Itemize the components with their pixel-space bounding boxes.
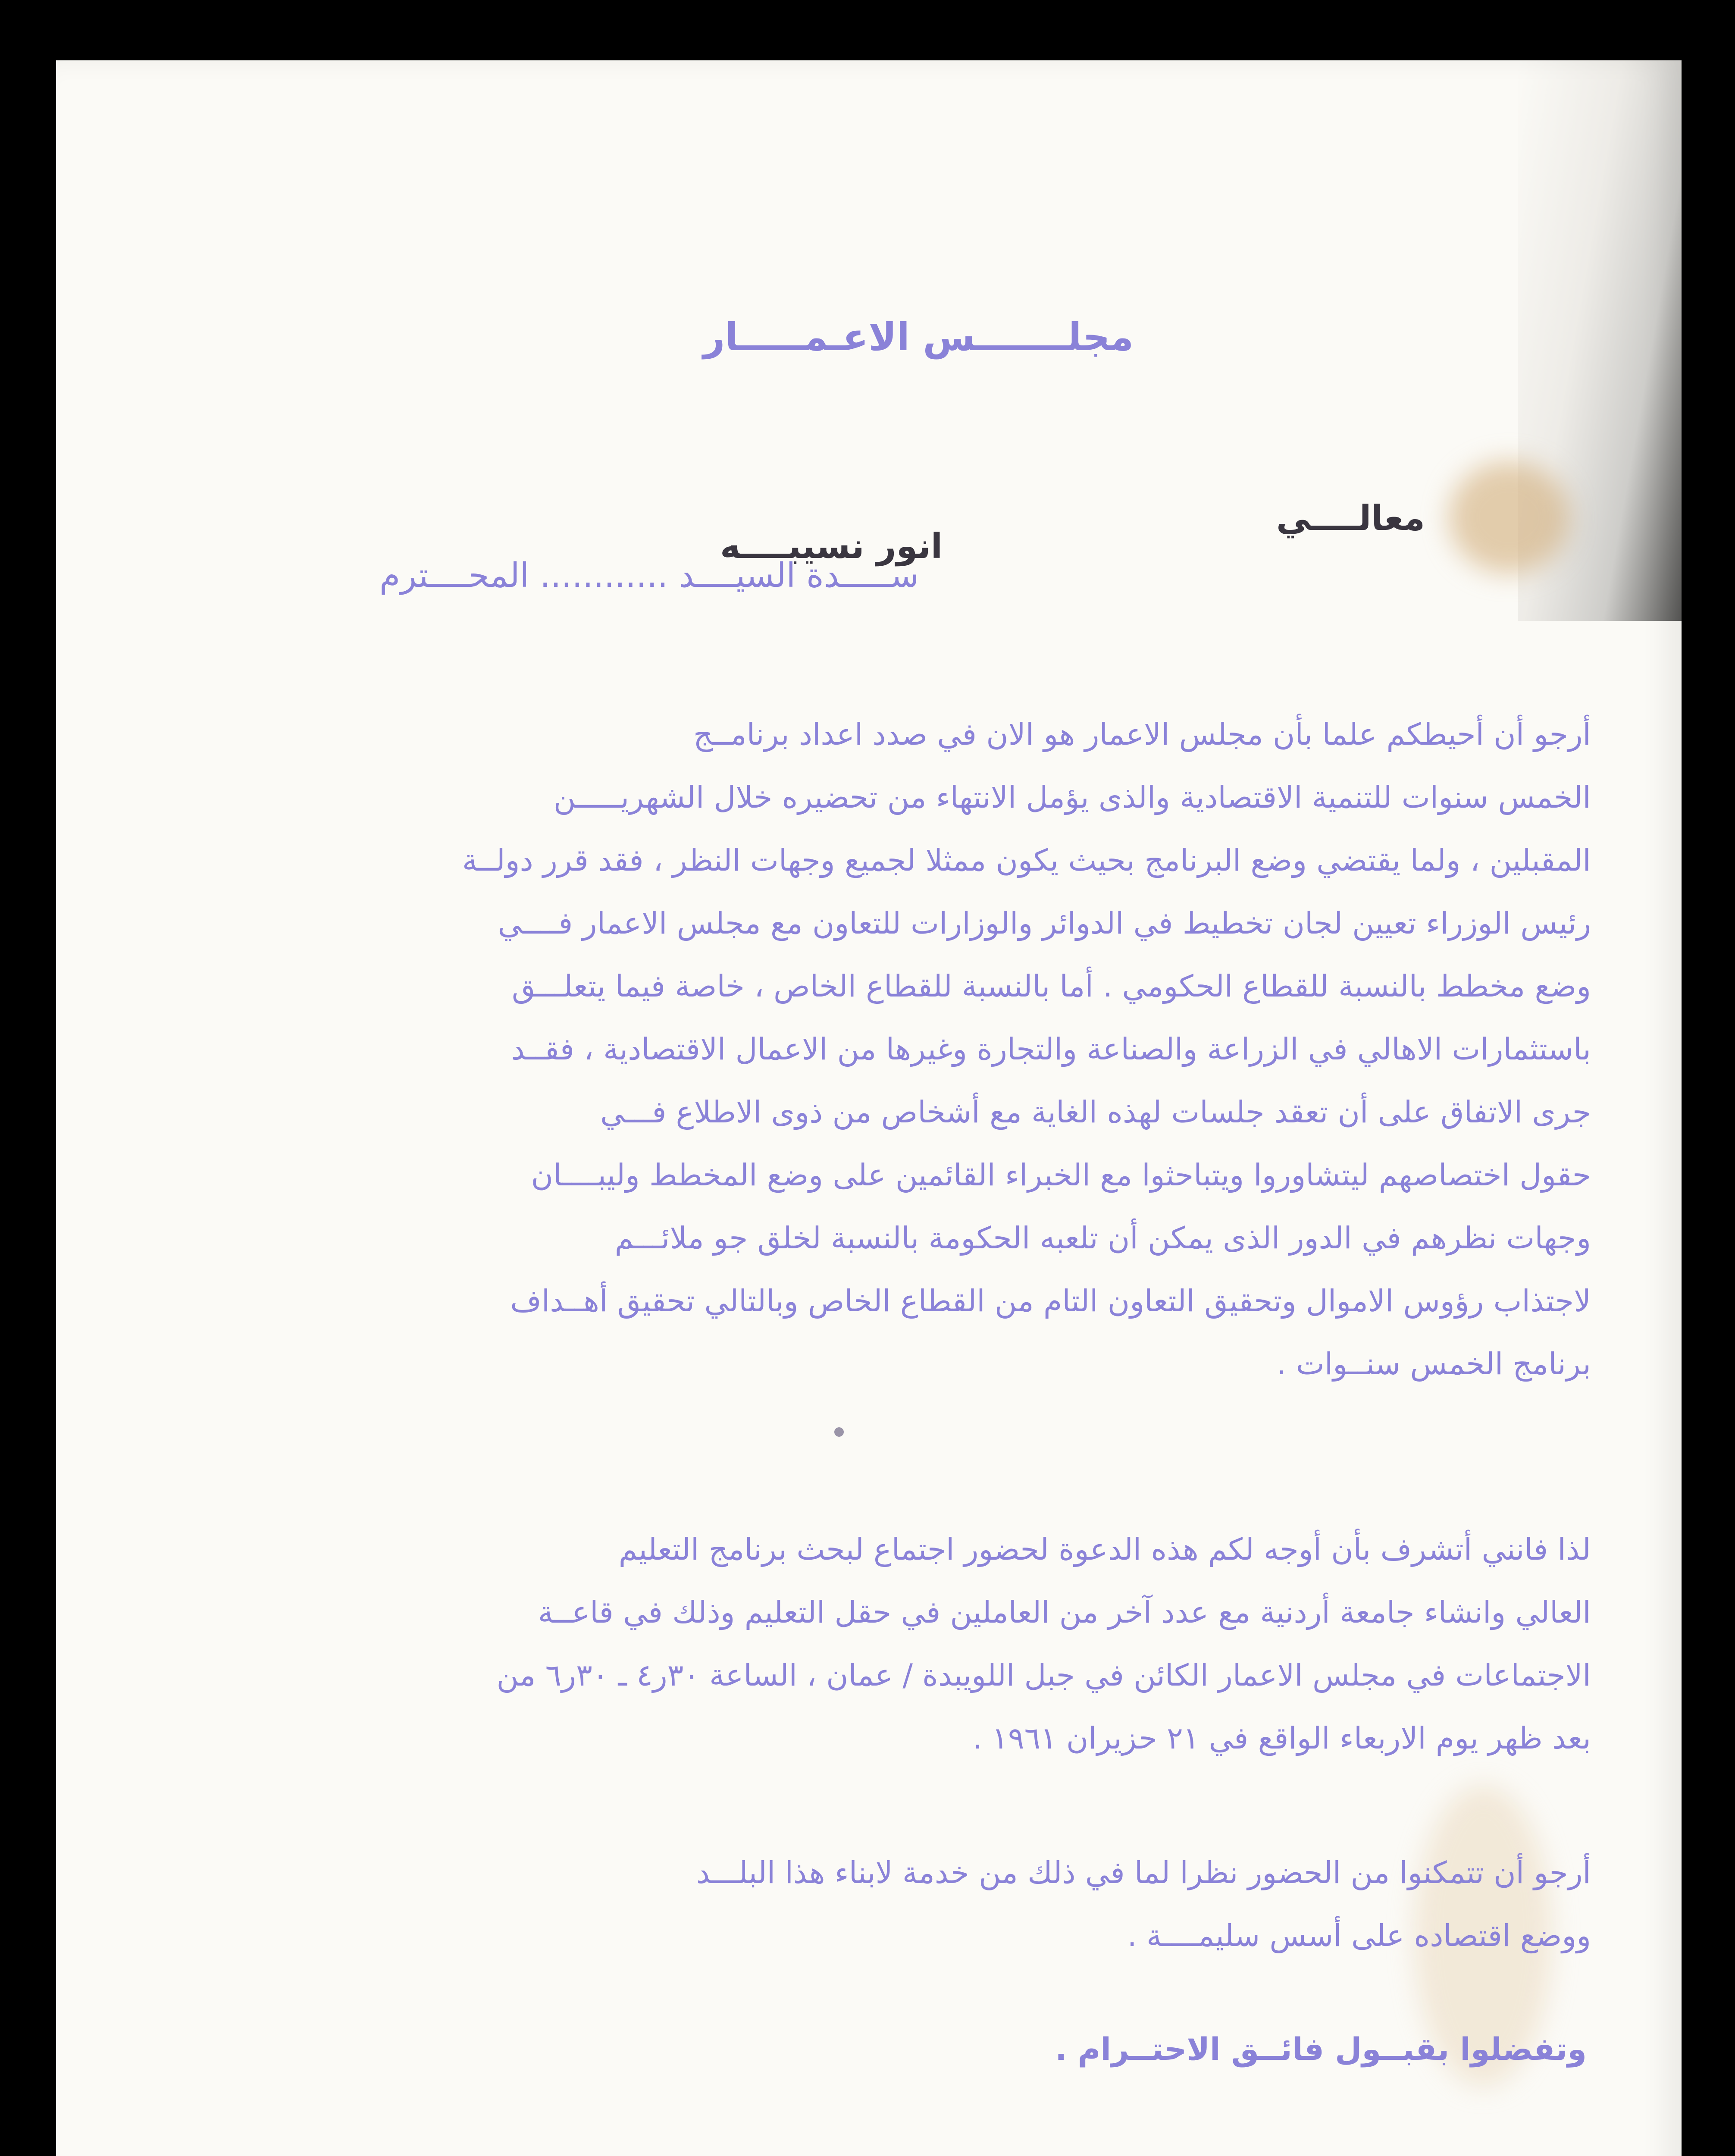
text-line: باستثمارات الاهالي في الزراعة والصناعة والتجارة وغيرها من الاعمال الاقتصادية ، فقــد <box>511 1031 1591 1067</box>
text-line: لذا فانني أتشرف بأن أوجه لكم هذه الدعوة لحضور اجتماع لبحث برنامج التعليم <box>618 1532 1591 1567</box>
water-stain <box>1449 461 1569 573</box>
text-line: برنامج الخمس سنــوات . <box>1277 1346 1591 1382</box>
text-line: الاجتماعات في مجلس الاعمار الكائن في جبل اللويبدة / عمان ، الساعة ٣٠ر٤ ـ ٣٠ر٦ من <box>496 1658 1591 1693</box>
text-line: ووضع اقتصاده على أسس سليمــــة . <box>1127 1918 1591 1953</box>
text-line: رئيس الوزراء تعيين لجان تخطيط في الدوائر والوزارات للتعاون مع مجلس الاعمار فــــي <box>498 906 1591 941</box>
text-line: لاجتذاب رؤوس الاموال وتحقيق التعاون التام من القطاع الخاص وبالتالي تحقيق أهــداف <box>510 1283 1591 1319</box>
text-line: المقبلين ، ولما يقتضي وضع البرنامج بحيث يكون ممثلا لجميع وجهات النظر ، فقد قرر دولــة <box>462 843 1591 878</box>
body-paragraph-3 <box>211 1841 1591 1967</box>
body-paragraph-2 <box>211 1518 1591 1770</box>
ink-dot <box>834 1427 844 1437</box>
text-line: وضع مخطط بالنسبة للقطاع الحكومي . أما بالنسبة للقطاع الخاص ، خاصة فيما يتعلـــق <box>512 968 1591 1004</box>
recipient-name: انور نسيبــــه <box>720 526 943 566</box>
letter-paper <box>56 60 1682 2156</box>
text-line: أرجو أن تتمكنوا من الحضور نظرا لما في ذلك من خدمة لابناء هذا البلـــد <box>696 1855 1591 1890</box>
body-paragraph-1 <box>211 703 1591 1395</box>
text-line: بعد ظهر يوم الاربعاء الواقع في ٢١ حزيران ١٩٦١ . <box>972 1720 1591 1756</box>
text-line: الخمس سنوات للتنمية الاقتصادية والذى يؤمل الانتهاء من تحضيره خلال الشهريـــــن <box>553 780 1591 815</box>
text-line: وجهات نظرهم في الدور الذى يمكن أن تلعبه الحكومة بالنسبة لخلق جو ملائـــم <box>614 1220 1591 1256</box>
letterhead-title: مجلـــــــس الاعـمـــــار <box>703 315 1134 359</box>
closing-salutation: وتفضلوا بقبــول فائــق الاحتــرام . <box>1055 2031 1587 2067</box>
text-line: أرجو أن أحيطكم علما بأن مجلس الاعمار هو الان في صدد اعداد برنامــج <box>693 717 1591 752</box>
text-line: جرى الاتفاق على أن تعقد جلسات لهذه الغاية مع أشخاص من ذوى الاطلاع فـــي <box>600 1094 1591 1130</box>
recipient-honorific: معالــــي <box>1276 498 1425 538</box>
recipient-address-line: ســـــدة السيــــد ............ المحــــترم <box>379 556 919 595</box>
text-line: العالي وانشاء جامعة أردنية مع عدد آخر من العاملين في حقل التعليم وذلك في قاعــة <box>538 1595 1591 1630</box>
text-line: حقول اختصاصهم ليتشاوروا ويتباحثوا مع الخبراء القائمين على وضع المخطط وليبــــان <box>531 1157 1591 1193</box>
